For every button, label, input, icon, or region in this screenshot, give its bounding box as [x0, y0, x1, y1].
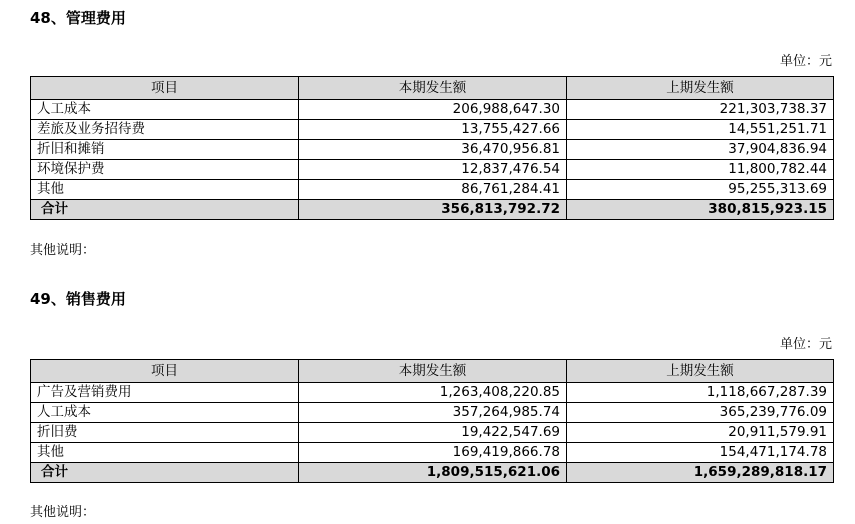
table-row: [31, 120, 834, 140]
prior-value: 365,239,776.09: [567, 403, 834, 423]
table-row: [31, 383, 834, 403]
prior-value: 20,911,579.91: [567, 423, 834, 443]
total-row: [31, 200, 834, 220]
table-row: [31, 140, 834, 160]
prior-value: 221,303,738.37: [567, 100, 834, 120]
prior-value: 37,904,836.94: [567, 140, 834, 160]
other-notes-label: 其他说明：: [30, 243, 96, 258]
total-label: 合计: [31, 463, 299, 483]
total-prior-value: 380,815,923.15: [567, 200, 834, 220]
total-current-value: 356,813,792.72: [299, 200, 567, 220]
table-row: [31, 403, 834, 423]
current-value: 357,264,985.74: [299, 403, 567, 423]
row-label: 其他: [31, 180, 299, 200]
table-row: [31, 423, 834, 443]
total-current-value: 1,809,515,621.06: [299, 463, 567, 483]
row-label: 环境保护费: [31, 160, 299, 180]
current-value: 19,422,547.69: [299, 423, 567, 443]
table-row: [31, 443, 834, 463]
header-prior-period: 上期发生额: [567, 360, 834, 383]
other-notes-label: 其他说明：: [30, 505, 96, 520]
current-value: 206,988,647.30: [299, 100, 567, 120]
row-label: 人工成本: [31, 100, 299, 120]
current-value: 36,470,956.81: [299, 140, 567, 160]
header-item: 项目: [31, 77, 299, 100]
total-row: [31, 463, 834, 483]
prior-value: 14,551,251.71: [567, 120, 834, 140]
total-label: 合计: [31, 200, 299, 220]
table-header-row: [31, 360, 834, 383]
total-prior-value: 1,659,289,818.17: [567, 463, 834, 483]
section-title: 49、销售费用: [30, 290, 126, 308]
current-value: 86,761,284.41: [299, 180, 567, 200]
admin-expenses-table: [30, 76, 834, 220]
selling-expenses-table: [30, 359, 834, 483]
prior-value: 11,800,782.44: [567, 160, 834, 180]
unit-label: 单位：元: [779, 337, 832, 352]
prior-value: 1,118,667,287.39: [567, 383, 834, 403]
table-row: [31, 100, 834, 120]
header-current-period: 本期发生额: [299, 77, 567, 100]
table-row: [31, 160, 834, 180]
row-label: 差旅及业务招待费: [31, 120, 299, 140]
prior-value: 154,471,174.78: [567, 443, 834, 463]
header-prior-period: 上期发生额: [567, 77, 834, 100]
row-label: 广告及营销费用: [31, 383, 299, 403]
current-value: 169,419,866.78: [299, 443, 567, 463]
prior-value: 95,255,313.69: [567, 180, 834, 200]
current-value: 12,837,476.54: [299, 160, 567, 180]
current-value: 1,263,408,220.85: [299, 383, 567, 403]
header-item: 项目: [31, 360, 299, 383]
header-current-period: 本期发生额: [299, 360, 567, 383]
row-label: 其他: [31, 443, 299, 463]
row-label: 折旧费: [31, 423, 299, 443]
section-title: 48、管理费用: [30, 9, 126, 27]
row-label: 折旧和摊销: [31, 140, 299, 160]
row-label: 人工成本: [31, 403, 299, 423]
current-value: 13,755,427.66: [299, 120, 567, 140]
unit-label: 单位：元: [779, 54, 832, 69]
table-header-row: [31, 77, 834, 100]
table-row: [31, 180, 834, 200]
